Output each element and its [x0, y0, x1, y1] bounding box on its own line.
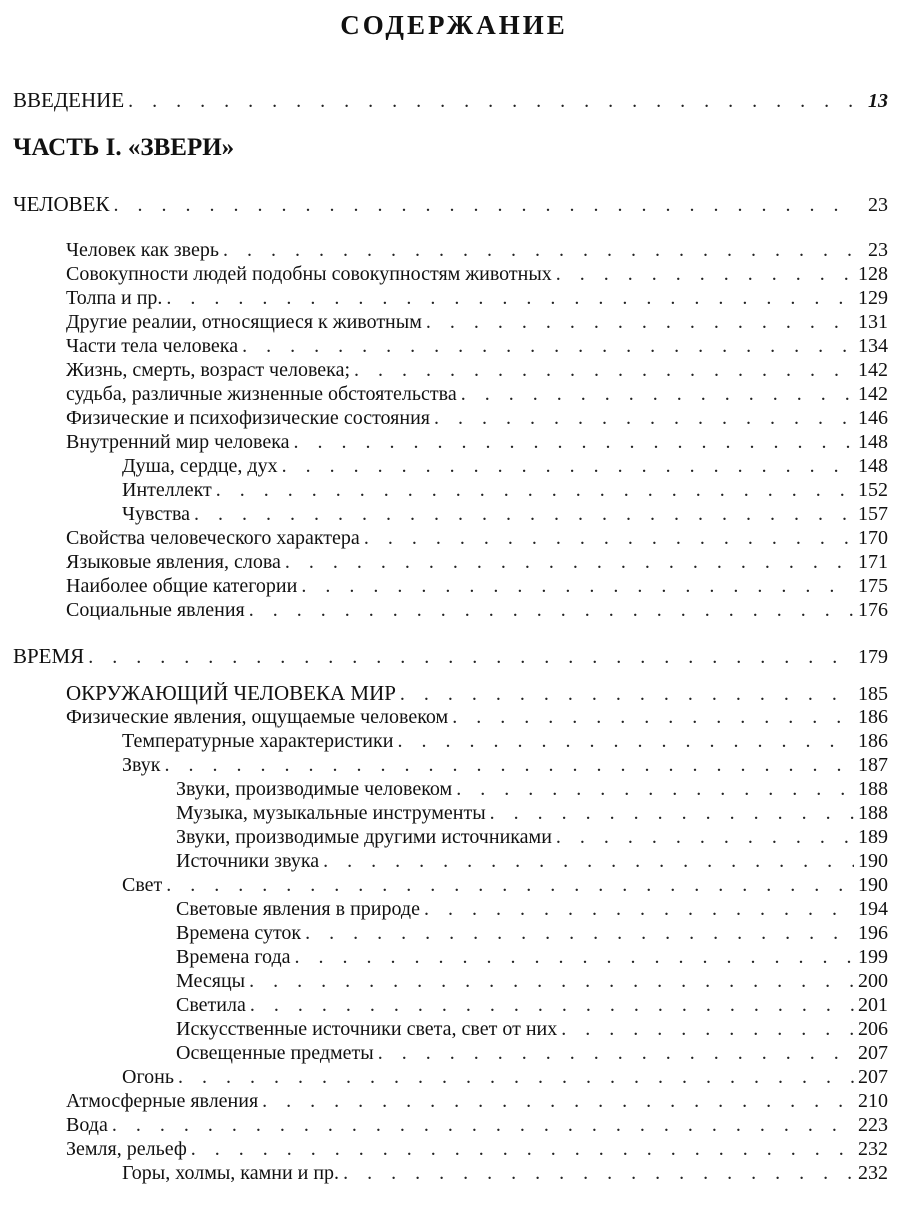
toc-entry-page: 142: [858, 359, 888, 381]
toc-entry[interactable]: [176, 825, 888, 849]
toc-entry-title: Чувства: [122, 503, 190, 525]
toc-entry[interactable]: [66, 382, 888, 406]
toc-entry-page: 190: [858, 850, 888, 872]
toc-entry[interactable]: [176, 993, 888, 1017]
dot-leader: [456, 777, 854, 801]
toc-entry[interactable]: [66, 574, 888, 598]
toc-entry-page: 232: [858, 1138, 888, 1160]
toc-entry[interactable]: [66, 1137, 888, 1161]
toc-entry-title: Языковые явления, слова: [66, 551, 281, 573]
dot-leader: [216, 478, 854, 502]
toc-entry-vremya[interactable]: [13, 644, 888, 668]
toc-entry-title: Освещенные предметы: [176, 1042, 374, 1064]
toc-entry[interactable]: [122, 1065, 888, 1089]
toc-entry[interactable]: [66, 705, 888, 729]
toc-entry-page: 148: [858, 431, 888, 453]
toc-entry-title: Свойства человеческого характера: [66, 527, 360, 549]
toc-entry-title: ЧЕЛОВЕК: [13, 192, 110, 216]
toc-entry[interactable]: [176, 849, 888, 873]
toc-entry[interactable]: [176, 969, 888, 993]
toc-entry-title: Душа, сердце, дух: [122, 455, 278, 477]
dot-leader: [301, 574, 854, 598]
toc-entry-page: 188: [858, 802, 888, 824]
toc-entry-page: 131: [858, 311, 888, 333]
toc-entry[interactable]: [66, 262, 888, 286]
dot-leader: [128, 89, 854, 113]
toc-entry-title: Толпа и пр.: [66, 287, 163, 309]
toc-entry-page: 190: [858, 874, 888, 896]
toc-entry-page: 176: [858, 599, 888, 621]
toc-entry[interactable]: [176, 897, 888, 921]
toc-entry[interactable]: [122, 478, 888, 502]
dot-leader: [424, 897, 854, 921]
dot-leader: [294, 430, 855, 454]
toc-entry-page: 23: [868, 239, 888, 261]
toc-entry-page: 128: [858, 263, 888, 285]
dot-leader: [556, 825, 854, 849]
toc-entry-introduction[interactable]: [13, 88, 888, 112]
toc-entry-page: 185: [858, 683, 888, 705]
toc-entry-title: Звуки, производимые человеком: [176, 778, 453, 800]
toc-entry-page: 199: [858, 946, 888, 968]
toc-entry-title: Звуки, производимые другими источниками: [176, 826, 552, 848]
toc-entry-title: Огонь: [122, 1066, 174, 1088]
toc-entry-page: 175: [858, 575, 888, 597]
dot-leader: [452, 705, 854, 729]
toc-entry[interactable]: [66, 1089, 888, 1113]
toc-entry[interactable]: [176, 777, 888, 801]
toc-entry-title: Времена года: [176, 946, 291, 968]
page-title: СОДЕРЖАНИЕ: [340, 10, 568, 40]
toc-entry[interactable]: [66, 334, 888, 358]
toc-entry-page: 223: [858, 1114, 888, 1136]
dot-leader: [262, 1089, 854, 1113]
dot-leader: [305, 921, 854, 945]
toc-entry-title: Жизнь, смерть, возраст человека;: [66, 359, 351, 381]
dot-leader: [343, 1161, 854, 1185]
toc-entry-title: Времена суток: [176, 922, 302, 944]
dot-leader: [378, 1041, 854, 1065]
toc-entry-page: 179: [858, 646, 888, 668]
dot-leader: [426, 310, 854, 334]
toc-entry-page: 152: [858, 479, 888, 501]
dot-leader: [88, 645, 854, 669]
toc-entry-title: Совокупности людей подобны совокупностям животных: [66, 263, 552, 285]
toc-entry-title: ОКРУЖАЮЩИЙ ЧЕЛОВЕКА МИР: [66, 681, 396, 705]
toc-entry[interactable]: [66, 526, 888, 550]
toc-entry-page: 157: [858, 503, 888, 525]
dot-leader: [490, 801, 854, 825]
dot-leader: [249, 969, 854, 993]
dot-leader: [561, 1017, 854, 1041]
part-title: ЧАСТЬ I. «ЗВЕРИ»: [13, 134, 235, 161]
dot-leader: [295, 945, 854, 969]
toc-entry[interactable]: [122, 502, 888, 526]
toc-entry-page: 170: [858, 527, 888, 549]
toc-entry-title: Другие реалии, относящиеся к животным: [66, 311, 422, 333]
toc-entry-page: 186: [858, 706, 888, 728]
toc-entry-page: 187: [858, 754, 888, 776]
toc-entry[interactable]: [176, 945, 888, 969]
dot-leader: [323, 849, 854, 873]
dot-leader: [249, 598, 854, 622]
toc-entry-title: Горы, холмы, камни и пр.: [122, 1162, 340, 1184]
toc-entry-page: 207: [858, 1066, 888, 1088]
dot-leader: [282, 454, 854, 478]
toc-entry[interactable]: [66, 550, 888, 574]
toc-entry-title: Внутренний мир человека: [66, 431, 290, 453]
toc-entry-title: Источники звука: [176, 850, 320, 872]
toc-entry-page: 201: [858, 994, 888, 1016]
toc-entry-title: Звук: [122, 754, 161, 776]
dot-leader: [113, 193, 854, 217]
toc-entry-page: 186: [858, 730, 888, 752]
toc-entry-page: 142: [858, 383, 888, 405]
toc-entry-title: Температурные характеристики: [122, 730, 394, 752]
toc-entry-title: судьба, различные жизненные обстоятельства: [66, 383, 457, 405]
toc-entry-page: 146: [858, 407, 888, 429]
toc-entry[interactable]: [122, 753, 888, 777]
dot-leader: [191, 1137, 854, 1161]
toc-entry-page: 23: [868, 194, 888, 216]
toc-entry-title: Искусственные источники света, свет от них: [176, 1018, 558, 1040]
dot-leader: [242, 334, 854, 358]
toc-entry-page: 200: [858, 970, 888, 992]
toc-entry[interactable]: [66, 598, 888, 622]
toc-entry-page: 194: [858, 898, 888, 920]
toc-entry[interactable]: [122, 454, 888, 478]
dot-leader: [250, 993, 854, 1017]
dot-leader: [194, 502, 854, 526]
toc-entry-title: Физические явления, ощущаемые человеком: [66, 706, 449, 728]
dot-leader: [556, 262, 854, 286]
toc-entry[interactable]: [176, 801, 888, 825]
toc-entry-title: Свет: [122, 874, 163, 896]
dot-leader: [434, 406, 854, 430]
toc-entry[interactable]: [176, 1017, 888, 1041]
toc-entry-page: 207: [858, 1042, 888, 1064]
toc-entry-title: Физические и психофизические состояния: [66, 407, 430, 429]
dot-leader: [112, 1113, 854, 1137]
toc-entry[interactable]: [66, 310, 888, 334]
dot-leader: [354, 358, 854, 382]
dot-leader: [400, 682, 854, 706]
toc-entry-title: Интеллект: [122, 479, 212, 501]
toc-entry-page: 188: [858, 778, 888, 800]
toc-entry-page: 148: [858, 455, 888, 477]
toc-entry-page: 189: [858, 826, 888, 848]
toc-entry[interactable]: [66, 238, 888, 262]
dot-leader: [165, 753, 855, 777]
toc-entry[interactable]: [66, 1113, 888, 1137]
toc-entry[interactable]: [122, 729, 888, 753]
dot-leader: [397, 729, 854, 753]
toc-entry-page: 210: [858, 1090, 888, 1112]
toc-entry-title: Человек как зверь: [66, 239, 220, 261]
toc-entry-title: Месяцы: [176, 970, 246, 992]
toc-entry-title: ВРЕМЯ: [13, 644, 85, 668]
toc-entry-title: Атмосферные явления: [66, 1090, 259, 1112]
toc-entry-title: Части тела человека: [66, 335, 239, 357]
toc-entry[interactable]: [122, 1161, 888, 1185]
toc-entry-title: Световые явления в природе: [176, 898, 420, 920]
dot-leader: [166, 286, 854, 310]
dot-leader: [223, 238, 854, 262]
toc-entry-title: Вода: [66, 1114, 108, 1136]
toc-entry[interactable]: [176, 1041, 888, 1065]
dot-leader: [178, 1065, 854, 1089]
toc-entry-page: 206: [858, 1018, 888, 1040]
toc-entry-okruzhayushchiy-mir[interactable]: [66, 681, 888, 705]
toc-entry-page: 196: [858, 922, 888, 944]
dot-leader: [364, 526, 854, 550]
toc-entry-title: ВВЕДЕНИЕ: [13, 88, 125, 112]
toc-entry-title: Социальные явления: [66, 599, 245, 621]
dot-leader: [166, 873, 854, 897]
toc-entry-page: 129: [858, 287, 888, 309]
toc-entry-page: 13: [868, 90, 888, 112]
toc-entry[interactable]: [66, 406, 888, 430]
toc-entry-title: Светила: [176, 994, 246, 1016]
toc-entry-page: 232: [858, 1162, 888, 1184]
toc-entry-title: Наиболее общие категории: [66, 575, 298, 597]
dot-leader: [461, 382, 854, 406]
toc-entry[interactable]: [66, 358, 888, 382]
toc-entry-chelovek[interactable]: [13, 192, 888, 216]
toc-entry-page: 171: [858, 551, 888, 573]
toc-entry-title: Земля, рельеф: [66, 1138, 187, 1160]
toc-entry[interactable]: [66, 430, 888, 454]
toc-entry[interactable]: [66, 286, 888, 310]
dot-leader: [285, 550, 854, 574]
toc-entry-page: 134: [858, 335, 888, 357]
toc-entry[interactable]: [122, 873, 888, 897]
toc-entry-title: Музыка, музыкальные инструменты: [176, 802, 486, 824]
toc-entry[interactable]: [176, 921, 888, 945]
